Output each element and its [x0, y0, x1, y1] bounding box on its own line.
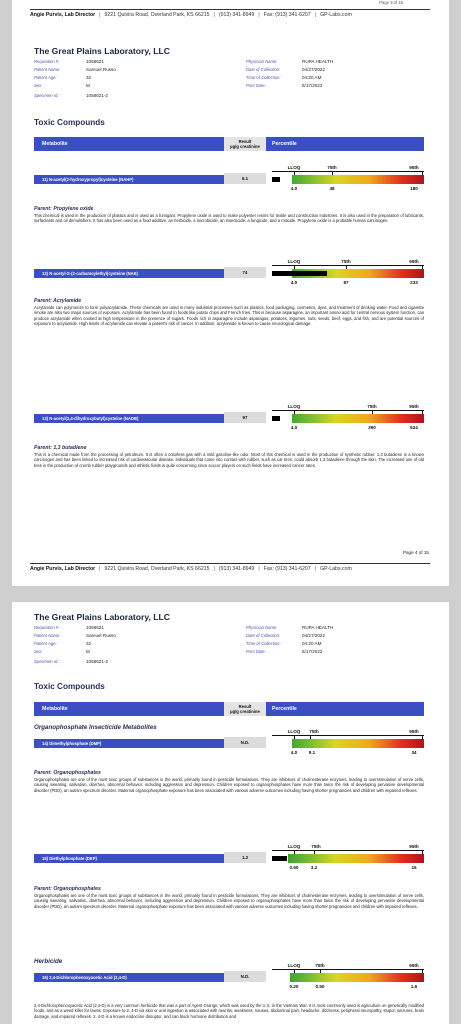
- patient-name-value: Samuel Russo: [86, 633, 116, 639]
- result-fill: [272, 856, 287, 861]
- p75-value: 87: [343, 280, 349, 285]
- parent-description-nadb: [34, 445, 424, 468]
- parent-description-nahp: [34, 206, 424, 224]
- lab-website[interactable]: GP-Labs.com: [320, 566, 352, 572]
- patient-age-value: 32: [86, 640, 92, 646]
- gradient-bar: [272, 414, 424, 423]
- label-requisition: Requisition #:: [34, 625, 60, 631]
- footer-rule: [30, 563, 430, 564]
- p95-label: 95th: [409, 165, 419, 170]
- parent-text: Acrylamide can polymerize to form polyacrylamide. These chemicals are used in many industrial processes such as plastics, food packaging, cosmetics, dyes, and treatment of drinking water. Food and cigarette smoke are also two major sources of exposure. Acrylamide has been found in foods like potato chips and French fries. This is because asparagine, an important amino acid for central nervous system function, can produce acrylamide when cooked at high temperature in the presence of sugars. Foods rich in asparagine include asparagus, potatoes, legumes, nuts, seeds, beef, eggs, and fish, and are potential sources of exposure to acrylamide. High levels of acrylamide can elevate a patient's risk of cancer. In addition, acrylamide is known to cause neurological damage.: [34, 305, 424, 327]
- sex-value: M: [86, 82, 90, 88]
- p75-value: 48: [329, 186, 335, 191]
- lab-phone: (913) 341-8949: [218, 12, 255, 18]
- lloq-label: LLOQ: [287, 963, 301, 968]
- label-physician: Physician Name:: [246, 59, 278, 65]
- lab-address: 9221 Quivira Road, Overland Park, KS 66215: [104, 12, 210, 18]
- lloq-value: 4.0: [290, 750, 298, 755]
- col-percentile: Percentile: [266, 702, 424, 716]
- percentile-bar: [272, 162, 424, 202]
- section-title: Toxic Compounds: [34, 118, 105, 127]
- metabolite-name: 12) N-acetyl-S-(2-carbamoylethyl)cysteine (NAE): [34, 269, 224, 278]
- date-collection-value: 04/27/2022: [302, 633, 325, 639]
- label-date-collection: Date of Collection:: [246, 633, 281, 639]
- result-value: 6.1: [224, 173, 266, 184]
- p75-label: 75th: [315, 963, 325, 968]
- label-specimen: Specimen Id.:: [34, 658, 60, 664]
- time-collection-value: 04:20 AM: [302, 74, 322, 80]
- test-row-nahp: [34, 162, 424, 202]
- parent-title: Parent: 1,3 butadiene: [34, 445, 87, 451]
- metabolite-name: 16) 2,4-Dichlorophenoxyacetic Acid (2,4-D): [34, 973, 224, 982]
- result-value: N.D.: [224, 971, 266, 982]
- parent-description-dmp: [34, 770, 424, 793]
- lloq-value: 4.0: [290, 425, 298, 430]
- label-sex: Sex:: [34, 648, 43, 654]
- gradient-bar: [272, 739, 424, 748]
- percentile-bar: [272, 256, 424, 296]
- label-sex: Sex:: [34, 82, 43, 88]
- parent-description-nae: [34, 298, 424, 327]
- parent-title: Parent: Organophosphates: [34, 770, 101, 776]
- lab-fax: Fax: (913) 341-6207: [263, 12, 311, 18]
- physician-value: RUPA HEALTH: [302, 625, 334, 631]
- previous-page-number: Page 3 of 15: [379, 0, 403, 5]
- result-fill: [272, 177, 280, 182]
- requisition-value: 1058621: [86, 59, 104, 65]
- metabolite-name: 14) Dimethylphosphate (DMP): [34, 739, 224, 748]
- p95-value: 34: [411, 750, 417, 755]
- table-header: [34, 702, 424, 716]
- lloq-value: 4.0: [290, 280, 298, 285]
- test-row-nae: [34, 256, 424, 296]
- patient-name-value: Samuel Russo: [86, 67, 116, 73]
- lab-director: Angie Purvis, Lab Director: [30, 12, 96, 18]
- col-result: Result µg/g creatinine: [224, 137, 266, 151]
- result-value: 97: [224, 412, 266, 423]
- p95-label: 95th: [409, 259, 419, 264]
- p75-value: 9.1: [308, 750, 316, 755]
- p95-value: 16: [411, 865, 417, 870]
- label-date-collection: Date of Collection:: [246, 67, 281, 73]
- metabolite-name: 11) N-acetyl(2-hydroxypropyl)cysteine (NAHP): [34, 175, 224, 184]
- label-print-date: Print Date:: [246, 82, 266, 88]
- parent-text: This is a chemical made from the processing of petroleum. It is often a colorless gas with a mild gasoline-like odor. Most of this chemical is used in the production of synthetic rubber. 1,3 butadiene is a known carcinogen and has been linked to increased risk of cardiovascular disease. Individuals that come into contact with rubber, such as car tires, could absorb 1,3 butadiene through the skin. The increased use of old tires in the production of crumb rubber playgrounds and athletic fields is quite concerning since soccer players on such fields have increased cancer rates.: [34, 452, 424, 468]
- patient-info: [34, 58, 414, 99]
- lloq-label: LLOQ: [287, 844, 301, 849]
- percentile-bar: [272, 726, 424, 766]
- col-result: Result µg/g creatinine: [224, 702, 266, 716]
- table-header: [34, 137, 424, 151]
- lab-address: 9221 Quivira Road, Overland Park, KS 66215: [104, 566, 210, 572]
- footer-contact-line: Angie Purvis, Lab Director | 9221 Quivira Road, Overland Park, KS 66215 | (913) 341-8949 | Fax: (913) 341-6207 | GP-Labs.com: [30, 566, 352, 572]
- test-row-24d: [34, 960, 424, 1000]
- p75-label: 75th: [311, 844, 321, 849]
- result-fill: [272, 416, 280, 421]
- report-page-5: [12, 602, 449, 1024]
- p95-label: 95th: [409, 963, 419, 968]
- metabolite-name: 13) N-acetyl(3,4-dihydroxybutyl)cysteine (NADB): [34, 414, 224, 423]
- col-metabolite: Metabolite: [34, 702, 224, 716]
- label-physician: Physician Name:: [246, 625, 278, 631]
- print-date-value: 5/17/2022: [302, 648, 323, 654]
- report-page-4: [12, 0, 449, 586]
- label-print-date: Print Date:: [246, 648, 266, 654]
- p75-label: 75th: [309, 729, 319, 734]
- physician-value: RUPA HEALTH: [302, 59, 334, 65]
- p75-value: 3.2: [310, 865, 318, 870]
- metabolite-name: 15) Diethylphosphate (DEP): [34, 854, 224, 863]
- lloq-label: LLOQ: [287, 259, 301, 264]
- lab-name: The Great Plains Laboratory, LLC: [34, 46, 170, 56]
- header-rule: [30, 9, 430, 10]
- col-metabolite: Metabolite: [34, 137, 224, 151]
- date-collection-value: 04/27/2022: [302, 67, 325, 73]
- percentile-bar: [272, 960, 424, 1000]
- label-patient-age: Patient Age:: [34, 640, 57, 646]
- result-value: 1.2: [224, 852, 266, 863]
- lab-fax: Fax: (913) 341-6207: [263, 566, 311, 572]
- percentile-bar: [272, 841, 424, 881]
- lloq-value: 0.60: [289, 865, 299, 870]
- parent-text: This chemical is used in the production of plastics and is used as a fumigant. Propylene oxide is used to make polyester resins for textile and construction industries. It is also used in the preparation of lubricants, surfactants and oil demulsifiers. It has also been used as a food additive, an herbicide, a microbicide, an insecticide, a fungicide, and a miticide. Propylene oxide is a probable human carcinogen.: [34, 213, 424, 224]
- label-time-collection: Time of Collection:: [246, 640, 281, 646]
- requisition-value: 1058621: [86, 625, 104, 631]
- specimen-value: 1058621-2: [86, 658, 108, 664]
- parent-text: Organophosphates are one of the most toxic groups of substances in the world, primarily found in pesticide formulations. They are inhibitors of cholinesterase enzymes, leading to overstimulation of nerve cells, causing sweating, salivation, diarrhea, abnormal behavior, including aggression and depression. Children exposed to organophosphates have more than twice the risk of developing pervasive developmental disorder (PDD), an autism spectrum disorder. Maternal organophosphate exposure has been associated with various adverse outcomes including having shorter pregnancies and children with impaired reflexes.: [34, 893, 424, 909]
- gradient-bar: [272, 175, 424, 184]
- result-fill: [272, 271, 327, 276]
- p95-value: 233: [410, 280, 418, 285]
- time-collection-value: 04:20 AM: [302, 640, 322, 646]
- label-patient-name: Patient Name:: [34, 67, 61, 73]
- parent-description-dep: [34, 886, 424, 909]
- subhead-organophosphate: Organophosphate Insecticide Metabolites: [34, 724, 157, 731]
- p75-label: 75th: [327, 165, 337, 170]
- parent-title: Parent: Organophosphates: [34, 886, 101, 892]
- parent-title: Parent: Propylene oxide: [34, 206, 94, 212]
- page-number: Page 4 of 15: [402, 550, 429, 555]
- parent-title: Parent: Acrylamide: [34, 298, 82, 304]
- label-patient-name: Patient Name:: [34, 633, 61, 639]
- gradient-bar: [272, 973, 424, 982]
- lab-phone: (913) 341-8949: [218, 566, 255, 572]
- test-row-dmp: [34, 726, 424, 766]
- label-requisition: Requisition #:: [34, 59, 60, 65]
- result-value: 74: [224, 267, 266, 278]
- description-text: 2,4-Dichlorophenoxyacetic Acid (2,4-D) is a very common herbicide that was a part of Agent Orange, which was used by the U.S. in the Vietnam War. It is most commonly used in agriculture on genetically modified foods, and as a weed killer for lawns. Exposure to 2, 4-D via skin or oral ingestion is associated with neuritis, weakness, nausea, abdominal pain, headache, dizziness, peripheral neuropathy, stupor, seizures, brain damage, and impaired reflexes. 2, 4-D is a known endocrine disruptor, and can block hormone distribution and: [34, 1003, 424, 1019]
- p75-value: 390: [368, 425, 376, 430]
- label-specimen: Specimen Id.:: [34, 92, 60, 98]
- p95-label: 95th: [409, 404, 419, 409]
- test-row-dep: [34, 841, 424, 881]
- lab-director: Angie Purvis, Lab Director: [30, 566, 96, 572]
- lloq-value: 4.0: [290, 186, 298, 191]
- print-date-value: 5/17/2022: [302, 82, 323, 88]
- percentile-bar: [272, 401, 424, 441]
- lab-name: The Great Plains Laboratory, LLC: [34, 612, 170, 622]
- p75-label: 75th: [341, 259, 351, 264]
- lloq-label: LLOQ: [287, 165, 301, 170]
- lloq-label: LLOQ: [287, 404, 301, 409]
- description-24d: [34, 1003, 424, 1019]
- col-percentile: Percentile: [266, 137, 424, 151]
- p95-value: 1.6: [410, 984, 418, 989]
- gradient-bar: [272, 854, 424, 863]
- specimen-value: 1058621-2: [86, 92, 108, 98]
- header-contact-line: Angie Purvis, Lab Director | 9221 Quivira Road, Overland Park, KS 66215 | (913) 341-8949 | Fax: (913) 341-6207 | GP-Labs.com: [30, 12, 352, 18]
- p95-label: 95th: [409, 729, 419, 734]
- label-time-collection: Time of Collection:: [246, 74, 281, 80]
- label-patient-age: Patient Age:: [34, 74, 57, 80]
- patient-info: [34, 624, 414, 665]
- p95-value: 180: [410, 186, 418, 191]
- p75-label: 75th: [367, 404, 377, 409]
- lloq-value: 0.20: [289, 984, 299, 989]
- p95-label: 95th: [409, 844, 419, 849]
- parent-text: Organophosphates are one of the most toxic groups of substances in the world, primarily found in pesticide formulations. They are inhibitors of cholinesterase enzymes, leading to overstimulation of nerve cells, causing sweating, salivation, diarrhea, abnormal behavior, including aggression and depression. Children exposed to organophosphates have more than twice the risk of developing pervasive developmental disorder (PDD), an autism spectrum disorder. Maternal organophosphate exposure has been associated with various adverse outcomes including having shorter pregnancies and children with impaired reflexes.: [34, 777, 424, 793]
- lloq-label: LLOQ: [287, 729, 301, 734]
- lab-website[interactable]: GP-Labs.com: [320, 12, 352, 18]
- section-title: Toxic Compounds: [34, 682, 105, 691]
- p75-value: 0.50: [315, 984, 325, 989]
- sex-value: M: [86, 648, 90, 654]
- p95-value: 624: [410, 425, 418, 430]
- test-row-nadb: [34, 401, 424, 441]
- subhead-herbicide: Herbicide: [34, 958, 63, 965]
- result-value: N.D.: [224, 737, 266, 748]
- patient-age-value: 32: [86, 74, 92, 80]
